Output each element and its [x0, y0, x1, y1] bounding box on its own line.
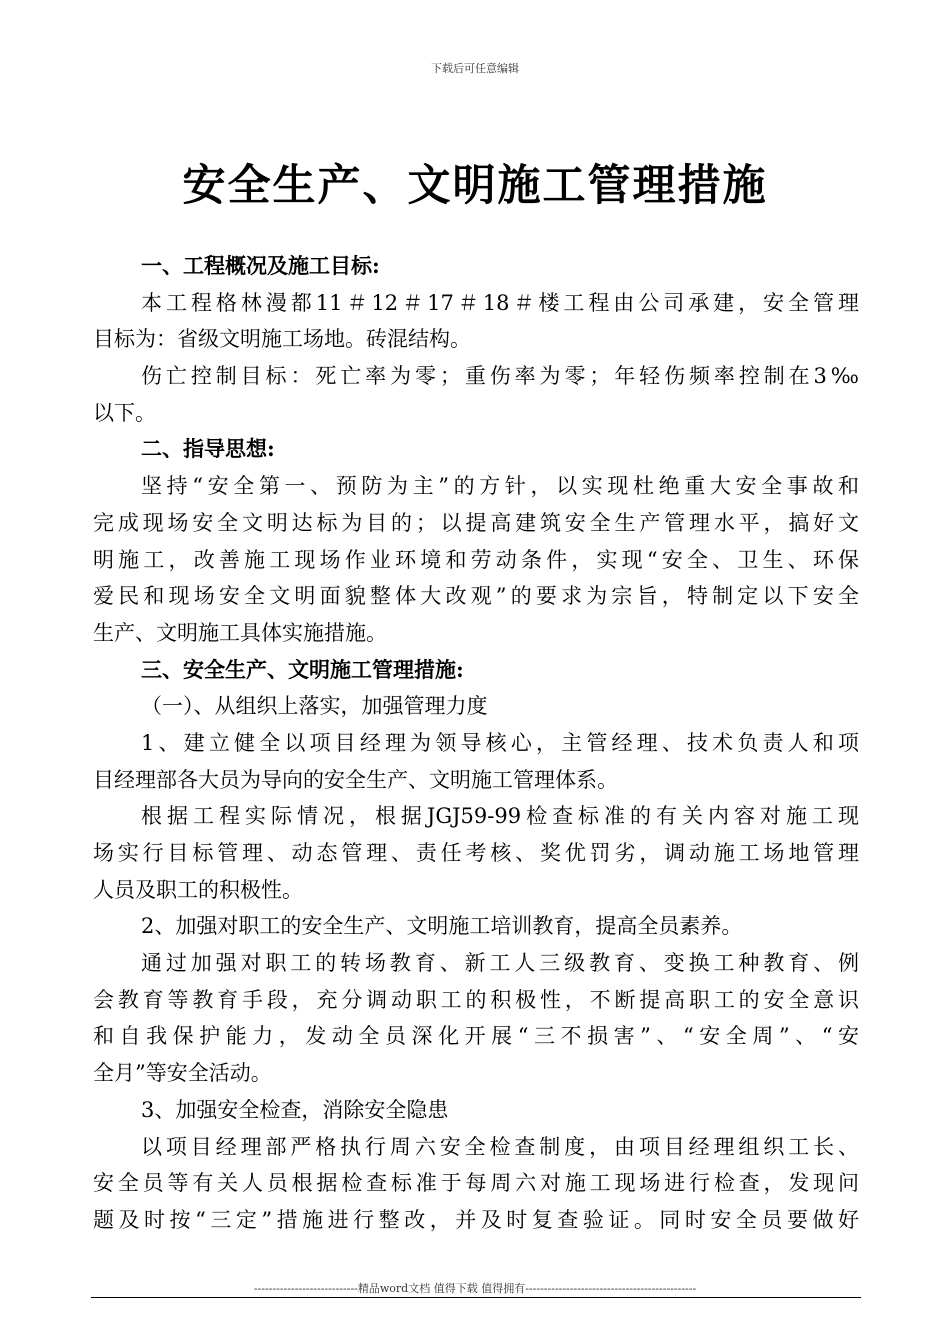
paragraph-line: 人员及职工的积极性。: [93, 877, 303, 902]
paragraph-line: 全月”等安全活动。: [93, 1061, 272, 1086]
paragraph-line: 明施工，改善施工现场作业环境和劳动条件，实现“安全、卫生、环保: [93, 547, 859, 572]
paragraph-line: 场实行目标管理、动态管理、责任考核、奖优罚劣，调动施工场地管理: [93, 841, 859, 865]
paragraph-line: 根据工程实际情况，根据JGJ59-99检查标准的有关内容对施工现: [141, 804, 859, 829]
paragraph-line: 2、加强对职工的安全生产、文明施工培训教育，提高全员素养。: [141, 914, 743, 939]
paragraph-line: 以项目经理部严格执行周六安全检查制度，由项目经理组织工长、: [141, 1134, 859, 1159]
paragraph-line: 和自我保护能力，发动全员深化开展“三不损害”、“安全周”、“安: [93, 1024, 859, 1049]
section-heading-1: 一、工程概况及施工目标:: [141, 253, 380, 278]
paragraph-line: 伤亡控制目标：死亡率为零；重伤率为零；年轻伤频率控制在3‰: [141, 364, 859, 389]
document-title: 安全生产、文明施工管理措施: [182, 161, 768, 211]
paragraph-line: 1、建立健全以项目经理为领导核心，主管经理、技术负责人和项: [141, 730, 859, 755]
subsection-heading: （一）、从组织上落实，加强管理力度: [141, 694, 488, 719]
paragraph-line: 目标为：省级文明施工场地。砖混结构。: [93, 327, 471, 352]
paragraph-line: 本工程格林漫都11＃12＃17＃18＃楼工程由公司承建，安全管理: [141, 290, 859, 315]
paragraph-line: 完成现场安全文明达标为目的；以提高建筑安全生产管理水平，搞好文: [93, 510, 859, 535]
paragraph-line: 会教育等教育手段，充分调动职工的积极性，不断提高职工的安全意识: [93, 987, 859, 1012]
paragraph-line: 3、加强安全检查，消除安全隐患: [141, 1097, 449, 1122]
footer-note: ----------------------------精品word文档 值得下载 值得拥有----------------------------------------------: [253, 1282, 697, 1295]
paragraph-line: 通过加强对职工的转场教育、新工人三级教育、变换工种教育、例: [141, 951, 859, 976]
header-note: 下载后可任意编辑: [431, 62, 519, 75]
paragraph-line: 生产、文明施工具体实施措施。: [93, 620, 387, 645]
paragraph-line: 安全员等有关人员根据检查标准于每周六对施工现场进行检查，发现问: [93, 1171, 859, 1196]
paragraph-line: 目经理部各大员为导向的安全生产、文明施工管理体系。: [93, 767, 618, 792]
paragraph-line: 题及时按“三定”措施进行整改，并及时复查验证。同时安全员要做好: [93, 1207, 859, 1232]
section-heading-2: 二、指导思想:: [141, 436, 275, 462]
footer-divider: [91, 1297, 861, 1298]
section-heading-3: 三、安全生产、文明施工管理措施:: [141, 656, 464, 682]
paragraph-line: 以下。: [93, 400, 156, 425]
paragraph-line: 坚持“安全第一、预防为主”的方针，以实现杜绝重大安全事故和: [141, 474, 859, 499]
document-body: [93, 248, 859, 1239]
paragraph-line: 爱民和现场安全文明面貌整体大改观”的要求为宗旨，特制定以下安全: [93, 584, 859, 609]
